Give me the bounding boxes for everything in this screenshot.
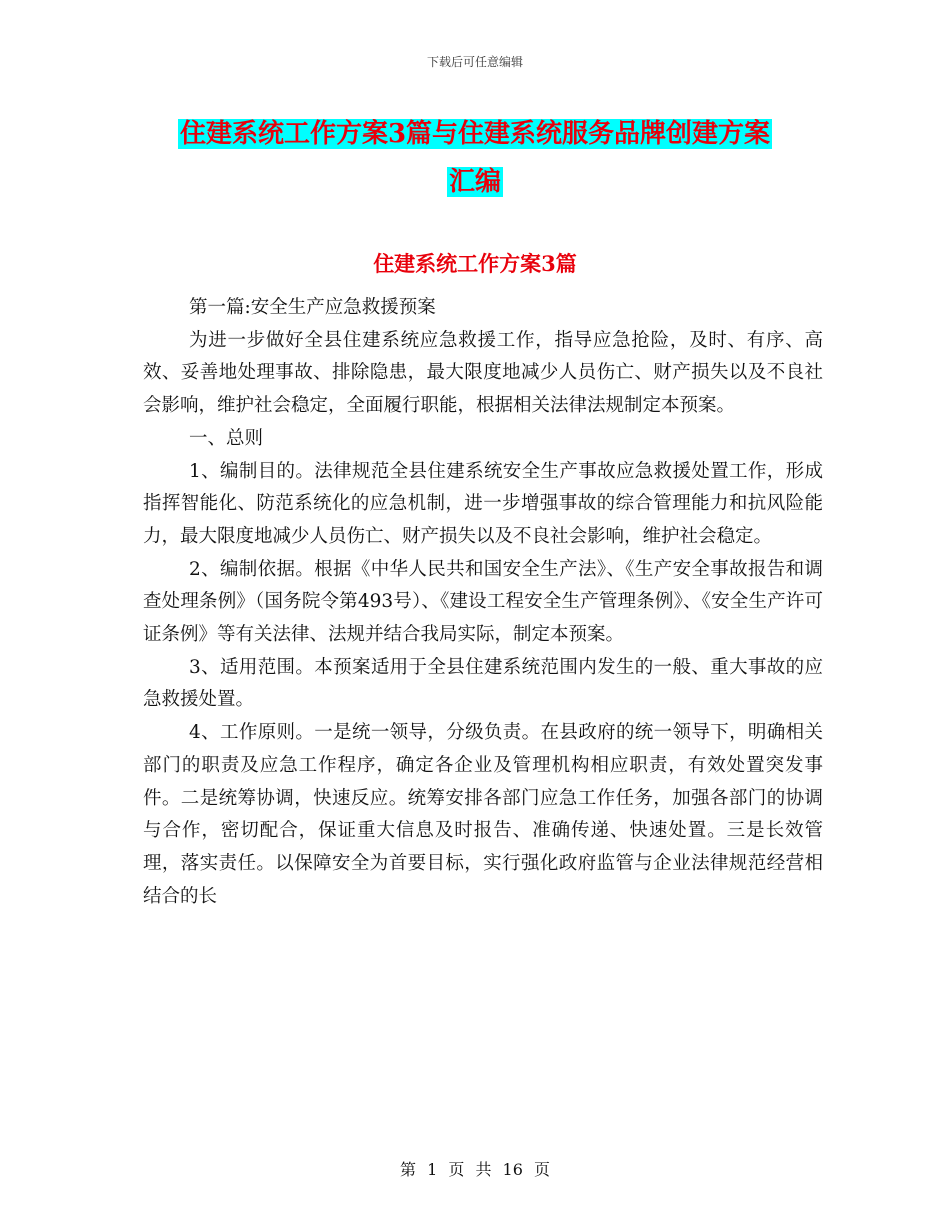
document-body (143, 292, 823, 913)
paragraph: 2、编制依据。根据《中华人民共和国安全生产法》、《生产安全事故报告和调查处理条例》（国务院令第493号）、《建设工程安全生产管理条例》、《安全生产许可证条例》等有关法律、法规并结合我局实际，制定本预案。 (143, 558, 823, 646)
page-footer: 第 1 页 共 16 页 (400, 1160, 550, 1179)
paragraph: 1、编制目的。法律规范全县住建系统安全生产事故应急救援处置工作，形成指挥智能化、防范系统化的应急机制，进一步增强事故的综合管理能力和抗风险能力，最大限度地减少人员伤亡、财产损失以及不良社会影响，维护社会稳定。 (143, 460, 823, 547)
paragraph: 4、工作原则。一是统一领导，分级负责。在县政府的统一领导下，明确相关部门的职责及应急工作程序，确定各企业及管理机构相应职责，有效处置突发事件。二是统筹协调，快速反应。统筹安排各部门应急工作任务，加强各部门的协调与合作，密切配合，保证重大信息及时报告、准确传递、快速处置。三是长效管理，落实责任。以保障安全为首要目标，实行强化政府监管与企业法律规范经营相结合的长 (143, 722, 823, 907)
document-title (0, 110, 950, 206)
section-title: 住建系统工作方案3篇 (373, 251, 577, 276)
document-title-line-2: 汇编 (448, 167, 501, 197)
document-title-line-1: 住建系统工作方案3篇与住建系统服务品牌创建方案 (179, 119, 771, 149)
paragraph: 为进一步做好全县住建系统应急救援工作，指导应急抢险，及时、有序、高效、妥善地处理事故、排除隐患，最大限度地减少人员伤亡、财产损失以及不良社会影响，维护社会稳定，全面履行职能，根据相关法律法规制定本预案。 (143, 329, 823, 417)
paragraph: 3、适用范围。本预案适用于全县住建系统范围内发生的一般、重大事故的应急救援处置。 (143, 656, 823, 711)
paragraph-heading: 第一篇:安全生产应急救援预案 (189, 297, 436, 318)
paragraph-heading: 一、总则 (189, 427, 264, 449)
header-note: 下载后可任意编辑 (426, 55, 523, 69)
